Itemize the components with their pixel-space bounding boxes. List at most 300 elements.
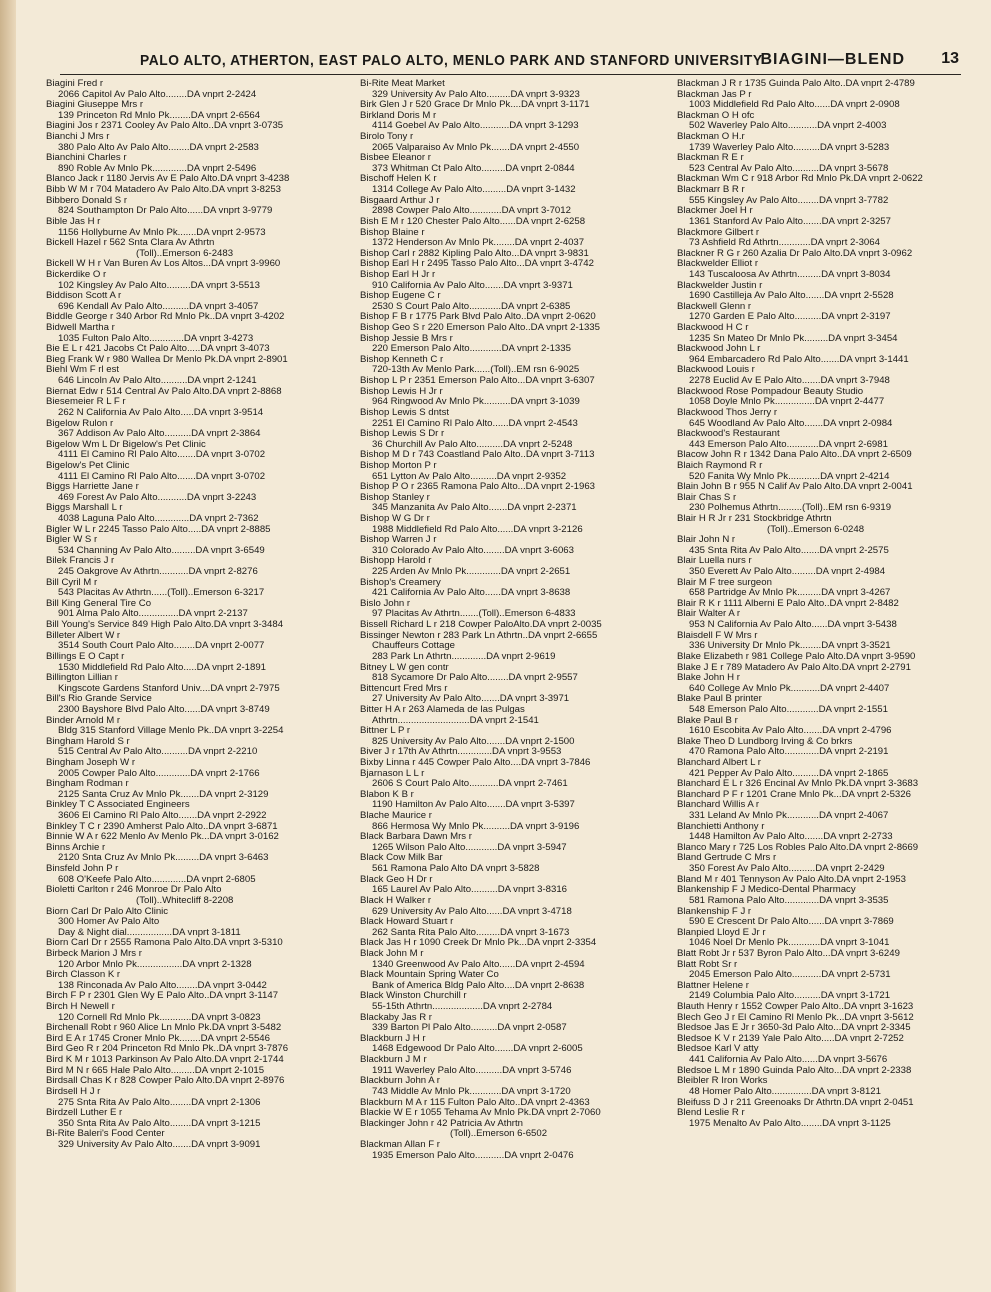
listing-name-line: Blanchard Albert L r [677,758,761,768]
listing-name-line: Blackwood's Restaurant [677,429,780,440]
listing-detail-line: 97 Placitas Av Athrtn.......(Toll)..Emerson 6-4833 [372,609,576,620]
listing-detail-line: 367 Addison Av Palo Alto..........DA vnprt 2-3864 [58,429,261,440]
listing-name-line: Blake J E r 789 Matadero Av Palo Alto.DA vnprt 2-2791 [677,662,911,673]
listing-name-line: Bland M r 401 Tennyson Av Palo Alto.DA vnprt 2-1953 [677,874,906,885]
listing-name-line: Biagini Giuseppe Mrs r [46,100,144,111]
listing-name-line: Bickerdike O r [46,269,107,280]
listing-name-line: Biagini Fred r [46,79,104,89]
listing-detail-line: 1610 Escobita Av Palo Alto.......DA vnprt 2-4796 [689,726,892,737]
listing-name-line: Blackman Allan F r [360,1139,440,1150]
listing-name-line: Bieg Frank W r 980 Wallea Dr Menlo Pk.DA vnprt 2-8901 [46,354,288,365]
listing-detail-line: 964 Embarcadero Rd Palo Alto.......DA vnprt 3-1441 [689,354,909,365]
listing-detail-line: 1975 Menalto Av Palo Alto........DA vnprt 3-1125 [689,1118,891,1129]
listing-detail-line: 515 Central Av Palo Alto..........DA vnprt 2-2210 [58,747,258,758]
listing-detail-line: 350 Snta Rita Av Palo Alto........DA vnprt 3-1215 [58,1118,261,1129]
listing-name-line: Blackburn M A r 115 Fulton Palo Alto..DA vnprt 2-4363 [360,1097,590,1108]
listing-name-line: Blackman O H.r [677,132,745,143]
listing-detail-line: 350 Forest Av Palo Alto..........DA vnprt 2-2429 [689,864,885,875]
listing-name-line: Bishop Earl H Jr r [360,269,436,280]
listing-detail-line: 1372 Henderson Av Mnlo Pk........DA vnprt 2-4037 [372,238,585,249]
listing-name-line: Bledsoe Karl V atty [677,1044,759,1055]
listing-name-line: Blattner Helene r [677,980,749,991]
listing-name-line: Bishop Carl r 2882 Kipling Palo Alto...DA vnprt 3-9831 [360,248,589,259]
listing-detail-line: 1340 Greenwood Av Palo Alto......DA vnprt 2-4594 [372,959,585,970]
listing-name-line: Bishop Lewis H Jr r [360,386,443,397]
listing-name-line: Birk Glen J r 520 Grace Dr Mnlo Pk....DA vnprt 3-1171 [360,100,590,111]
listing-detail-line: 435 Snta Rita Av Palo Alto.......DA vnprt 2-2575 [689,545,889,556]
listing-name-line: Bittencurt Fred Mrs r [360,683,448,694]
listing-detail-line: 1156 Hollyburne Av Mnlo Pk.......DA vnprt 2-9573 [58,227,266,238]
listing-detail-line: 27 University Av Palo Alto.......DA vnprt 3-3971 [372,694,570,705]
listing-name-line: Blache Maurice r [360,811,432,822]
listing-detail-line: 1935 Emerson Palo Alto...........DA vnprt 2-0476 [372,1150,574,1161]
listing-name-line: Blackwood H C r [677,323,749,334]
listing-detail-line: (Toll)..Emerson 6-0248 [767,524,865,535]
listing-name-line: Biorn Carl Dr Palo Alto Clinic [46,906,169,917]
listing-detail-line: 2898 Cowper Palo Alto............DA vnprt 3-7012 [372,206,571,217]
listing-name-line: Blair M F tree surgeon [677,577,772,588]
listing-name-line: Bigelow's Pet Clinic [46,460,130,471]
listing-detail-line: 102 Kingsley Av Palo Alto.........DA vnprt 3-5513 [58,280,260,291]
listing-detail-line: 901 Alma Palo Alto...............DA vnprt 2-2137 [58,609,248,620]
listing-name-line: Binsfeld John P r [46,864,119,875]
listing-detail-line: 561 Ramona Palo Alto DA vnprt 3-5828 [372,864,540,875]
listing-name-line: Blackie W E r 1055 Tehama Av Mnlo Pk.DA vnprt 2-7060 [360,1108,601,1119]
listing-detail-line: 3606 El Camino Rl Palo Alto.......DA vnprt 2-2922 [58,811,267,822]
listing-detail-line: 469 Forest Av Palo Alto...........DA vnprt 3-2243 [58,492,257,503]
listing-name-line: Biddle George r 340 Arbor Rd Mnlo Pk..DA vnprt 3-4202 [46,312,285,323]
listing-name-line: Bie E L r 421 Jacobs Ct Palo Alto.....DA vnprt 3-4073 [46,344,270,355]
listing-name-line: Blair Luella nurs r [677,556,752,567]
listing-name-line: Bishop M D r 743 Coastland Palo Alto..DA vnprt 3-7113 [360,450,595,461]
listing-name-line: Bi-Rite Meat Market [360,79,445,89]
listing-detail-line: 139 Princeton Rd Mnlo Pk........DA vnprt 2-6564 [58,110,261,121]
listing-detail-line: 2120 Snta Cruz Av Mnlo Pk.........DA vnprt 3-6463 [58,853,269,864]
listing-name-line: Birch H Newell r [46,1002,115,1013]
listing-detail-line: Chauffeurs Cottage [372,641,456,652]
listing-detail-line: 825 University Av Palo Alto.......DA vnprt 2-1500 [372,736,575,747]
listing-detail-line: 590 E Crescent Dr Palo Alto......DA vnprt 3-7869 [689,917,894,928]
listing-name-line: Blackburn J H r [360,1033,426,1044]
listing-detail-line: 2149 Columbia Palo Alto..........DA vnprt 3-1721 [689,991,891,1002]
listing-name-line: Biggs Marshall L r [46,503,123,514]
listing-name-line: Blech Geo J r El Camino Rl Menlo Pk...DA vnprt 3-5612 [677,1012,914,1023]
listing-detail-line: 2125 Santa Cruz Av Mnlo Pk.......DA vnprt 2-3129 [58,789,269,800]
listing-name-line: Bleibler R Iron Works [677,1076,768,1087]
listing-name-line: Black Cow Milk Bar [360,853,443,864]
listing-detail-line: 120 Cornell Rd Mnlo Pk............DA vnprt 3-0823 [58,1012,261,1023]
listing-name-line: Billington Lillian r [46,673,118,684]
listing-name-line: Biagini Jos r 2371 Cooley Av Palo Alto..DA vnprt 3-0735 [46,121,284,132]
listing-name-line: Bibb W M r 704 Matadero Av Palo Alto.DA vnprt 3-8253 [46,185,281,196]
listing-name-line: Bishop F B r 1775 Park Blvd Palo Alto..DA vnprt 2-0620 [360,312,596,323]
listing-name-line: Binkley T C r 2390 Amherst Palo Alto..DA vnprt 3-6871 [46,821,278,832]
listing-name-line: Blake Theo D Lundborg Irving & Co brkrs [677,736,853,747]
listing-detail-line: 964 Ringwood Av Mnlo Pk..........DA vnprt 3-1039 [372,397,580,408]
listing-detail-line: 1314 College Av Palo Alto.........DA vnprt 3-1432 [372,185,576,196]
listing-name-line: Black Winston Churchill r [360,991,467,1002]
listing-detail-line: 421 Pepper Av Palo Alto..........DA vnprt 2-1865 [689,768,889,779]
listing-name-line: Binnie W A r 622 Menlo Av Menlo Pk...DA vnprt 3-0162 [46,832,279,843]
listing-name-line: Bird E A r 1745 Croner Mnlo Pk........DA vnprt 2-5546 [46,1033,270,1044]
listing-detail-line: 283 Park Ln Athrtn.............DA vnprt 2-9619 [372,651,556,662]
listing-name-line: Bjarnason L L r [360,768,425,779]
listing-name-line: Bisgaard Arthur J r [360,195,440,206]
listing-detail-line: Athrtn...........................DA vnprt 2-1541 [372,715,539,726]
listing-name-line: Biehl Wm F rl est [46,365,120,376]
listing-detail-line: 640 College Av Mnlo Pk...........DA vnprt 2-4407 [689,683,890,694]
listing-name-line: Bill Young's Service 849 High Palo Alto.DA vnprt 3-3484 [46,620,284,631]
listing-name-line: Bingham Harold S r [46,736,130,747]
listing-detail-line: 165 Laurel Av Palo Alto..........DA vnprt 3-8316 [372,885,568,896]
listing-detail-line: 2066 Capitol Av Palo Alto........DA vnprt 2-2424 [58,89,257,100]
listing-detail-line: 2065 Valparaiso Av Mnlo Pk.......DA vnprt 2-4550 [372,142,580,153]
page-number: 13 [941,50,959,67]
listing-name-line: Birkland Doris M r [360,110,437,121]
listing-detail-line: 1911 Waverley Palo Alto..........DA vnprt 3-5746 [372,1065,572,1076]
listing-name-line: Blackwood John L r [677,344,761,355]
listing-detail-line: 245 Oakgrove Av Athrtn...........DA vnprt 2-8276 [58,567,258,578]
listing-name-line: Black Geo H Dr r [360,874,433,885]
listing-name-line: Blatt Robt Jr r 537 Byron Palo Alto...DA vnprt 3-6249 [677,948,900,959]
listing-name-line: Black Mountain Spring Water Co [360,970,499,981]
listing-name-line: Bishop L P r 2351 Emerson Palo Alto...DA vnprt 3-6307 [360,376,595,387]
listing-detail-line: 331 Leland Av Mnlo Pk............DA vnprt 2-4067 [689,811,889,822]
listing-name-line: Bishop Earl H r 2495 Tasso Palo Alto...DA vnprt 3-4742 [360,259,594,270]
listing-name-line: Bledsoe L M r 1890 Guinda Palo Alto...DA vnprt 2-2338 [677,1065,912,1076]
listing-detail-line: 2606 S Court Palo Alto...........DA vnprt 2-7461 [372,779,568,790]
listing-detail-line: 629 University Av Palo Alto......DA vnprt 3-4718 [372,906,572,917]
listing-detail-line: 743 Middle Av Mnlo Pk............DA vnprt 3-1720 [372,1086,571,1097]
listing-name-line: Bill Cyril M r [46,577,98,588]
listing-name-line: Blankenship F J Medico-Dental Pharmacy [677,885,856,896]
listing-name-line: Blackwood Louis r [677,365,755,376]
listing-detail-line: 1003 Middlefield Rd Palo Alto......DA vnprt 2-0908 [689,100,900,111]
page-binding-edge [0,0,16,1292]
listing-detail-line: 73 Ashfield Rd Athrtn............DA vnprt 2-3064 [689,238,880,249]
listing-detail-line: 1190 Hamilton Av Palo Alto.......DA vnprt 3-5397 [372,800,575,811]
listing-detail-line: 1988 Middlefield Rd Palo Alto......DA vnprt 3-2126 [372,524,583,535]
listing-name-line: Bishop Stanley r [360,492,430,503]
listing-detail-line: 262 N California Av Palo Alto.....DA vnprt 3-9514 [58,407,264,418]
listing-detail-line: 1235 Sn Mateo Dr Mnlo Pk.........DA vnprt 3-3454 [689,333,898,344]
listing-name-line: Bingham Joseph W r [46,758,136,768]
listing-name-line: Black Jas H r 1090 Creek Dr Mnlo Pk...DA vnprt 2-3354 [360,938,597,949]
listing-detail-line: 720-13th Av Menlo Park......(Toll)..EM rsn 6-9025 [372,365,580,376]
listing-name-line: Bickell Hazel r 562 Snta Clara Av Athrtn [46,238,215,249]
listing-name-line: Binder Arnold M r [46,715,121,726]
listing-name-line: Blackwood Thos Jerry r [677,407,778,418]
listing-name-line: Blackman Jas P r [677,89,752,100]
listing-name-line: Blend Leslie R r [677,1108,745,1119]
listing-name-line: Blackaby Jas R r [360,1012,432,1023]
listing-name-line: Bill's Rio Grande Service [46,694,152,705]
listing-name-line: Blake Elizabeth r 981 College Palo Alto.DA vnprt 3-9590 [677,651,916,662]
listing-name-line: Bledsoe K V r 2139 Yale Palo Alto.....DA vnprt 2-7252 [677,1033,904,1044]
listing-name-line: Blatt Robt Sr r [677,959,738,970]
listing-name-line: Bianchi J Mrs r [46,132,110,143]
listing-detail-line: 953 N California Av Palo Alto......DA vnprt 3-5438 [689,620,897,631]
listing-detail-line: 329 University Av Palo Alto.........DA vnprt 3-9323 [372,89,580,100]
listing-name-line: Bisbee Eleanor r [360,153,431,164]
listing-name-line: Bishop Jessie B Mrs r [360,333,453,344]
listing-name-line: Blackburn J M r [360,1055,427,1066]
listing-name-line: Bigler W L r 2245 Tasso Palo Alto.....DA vnprt 2-8885 [46,524,271,535]
listing-name-line: Blanchietti Anthony r [677,821,765,832]
listing-name-line: Black Barbara Dawn Mrs r [360,832,472,843]
listing-name-line: Birdsall Chas K r 828 Cowper Palo Alto.DA vnprt 2-8976 [46,1076,285,1087]
listing-name-line: Bishop P O r 2365 Ramona Palo Alto...DA vnprt 2-1963 [360,482,596,493]
listing-name-line: Bishop Lewis S Dr r [360,429,445,440]
listing-name-line: Blanchard E L r 326 Encinal Av Mnlo Pk.DA vnprt 3-3683 [677,779,919,790]
listing-name-line: Blackman J R r 1735 Guinda Palo Alto..DA vnprt 2-4789 [677,79,915,89]
listing-detail-line: 2045 Emerson Palo Alto...........DA vnprt 2-5731 [689,970,891,981]
listing-detail-line: 4111 El Camino Rl Palo Alto.......DA vnprt 3-0702 [58,450,266,461]
listing-name-line: Blankenship F J r [677,906,752,917]
listing-name-line: Billeter Albert W r [46,630,121,641]
listing-detail-line: (Toll)..Whitecliff 8-2208 [136,895,234,906]
listing-detail-line: 645 Woodland Av Palo Alto.......DA vnprt 2-0984 [689,418,893,429]
listing-name-line: Blanpied Lloyd E Jr r [677,927,766,938]
listing-detail-line: 380 Palo Alto Av Palo Alto........DA vnprt 2-2583 [58,142,259,153]
listing-detail-line: 4111 El Camino Rl Palo Alto.......DA vnprt 3-0702 [58,471,266,482]
listing-column-2 [360,79,662,1161]
listing-name-line: Bilek Francis J r [46,556,115,567]
listing-name-line: Blackmer Joel H r [677,206,753,217]
listing-name-line: Bioletti Carlton r 246 Monroe Dr Palo Alto [46,885,222,896]
listing-name-line: Bill King General Tire Co [46,598,152,609]
listing-name-line: Bitney L W gen contr [360,662,449,673]
listing-name-line: Birch Classon K r [46,970,121,981]
listing-name-line: Bledsoe Jas E Jr r 3650-3d Palo Alto...DA vnprt 2-3345 [677,1023,911,1034]
listing-name-line: Bislo John r [360,598,411,609]
listing-detail-line: 555 Kingsley Av Palo Alto........DA vnprt 3-7782 [689,195,889,206]
listing-name-line: Bishop W G Dr r [360,513,430,524]
listing-detail-line: 373 Whitman Ct Palo Alto.........DA vnprt 2-0844 [372,163,575,174]
listing-name-line: Birbeck Marion J Mrs r [46,948,142,959]
listing-detail-line: 421 California Av Palo Alto......DA vnprt 3-8638 [372,588,571,599]
name-range-guide: BIAGINI—BLEND [760,51,905,68]
listing-name-line: Bishop Warren J r [360,535,437,546]
listing-name-line: Biernat Edw r 514 Central Av Palo Alto.DA vnprt 2-8868 [46,386,282,397]
listing-detail-line: 4038 Laguna Palo Alto.............DA vnprt 2-7362 [58,513,259,524]
listing-name-line: Blaisdell F W Mrs r [677,630,758,641]
listing-name-line: Blackwelder Justin r [677,280,763,291]
listing-name-line: Bittner L P r [360,726,411,737]
listing-detail-line: 818 Sycamore Dr Palo Alto........DA vnprt 2-9557 [372,673,578,684]
listing-detail-line: 890 Roble Av Mnlo Pk.............DA vnprt 2-5496 [58,163,257,174]
listing-name-line: Bishop Eugene C r [360,291,441,302]
listing-detail-line: 48 Homer Palo Alto...............DA vnprt 3-8121 [689,1086,881,1097]
listing-name-line: Blabon K B r [360,789,414,800]
listing-detail-line: 1265 Wilson Palo Alto............DA vnprt 3-5947 [372,842,567,853]
listing-name-line: Blake Paul B r [677,715,738,726]
listing-name-line: Bland Gertrude C Mrs r [677,853,777,864]
listing-name-line: Blacow John R r 1342 Dana Palo Alto..DA vnprt 2-6509 [677,450,912,461]
listing-detail-line: 520 Fanita Wy Mnlo Pk............DA vnprt 2-4214 [689,471,890,482]
listing-name-line: Bird K M r 1013 Parkinson Av Palo Alto.DA vnprt 2-1744 [46,1055,284,1066]
listing-detail-line: Bank of America Bldg Palo Alto....DA vnprt 2-8638 [372,980,585,991]
listing-name-line: Bissinger Newton r 283 Park Ln Athrtn..DA vnprt 2-6655 [360,630,598,641]
listing-name-line: Blair Walter A r [677,609,741,620]
listing-name-line: Biorn Carl Dr r 2555 Ramona Palo Alto.DA vnprt 3-5310 [46,938,283,949]
listing-name-line: Blackinger John r 42 Patricia Av Athrtn [360,1118,524,1129]
listing-name-line: Binkley T C Associated Engineers [46,800,190,811]
listing-name-line: Biggs Harriette Jane r [46,482,139,493]
listing-name-line: Birdsell H J r [46,1086,101,1097]
listing-detail-line: 230 Polhemus Athrtn.........(Toll)..EM rsn 6-9319 [689,503,892,514]
listing-name-line: Bibbero Donald S r [46,195,128,206]
listing-detail-line: 1035 Fulton Palo Alto.............DA vnprt 3-4273 [58,333,254,344]
listing-name-line: Birch F P r 2301 Glen Wy E Palo Alto..DA vnprt 3-1147 [46,991,279,1002]
listing-name-line: Blauth Henry r 1552 Cowper Palo Alto..DA vnprt 3-1623 [677,1002,914,1013]
listing-name-line: Blackman O H ofc [677,110,755,121]
listing-name-line: Bishop Blaine r [360,227,425,238]
listing-detail-line: 608 O'Keefe Palo Alto.............DA vnprt 2-6805 [58,874,256,885]
listing-name-line: Blair John N r [677,535,736,546]
listing-name-line: Blackner R G r 260 Azalia Dr Palo Alto.DA vnprt 3-0962 [677,248,913,259]
listing-detail-line: 143 Tuscaloosa Av Athrtn.........DA vnprt 3-8034 [689,269,891,280]
listing-detail-line: 548 Emerson Palo Alto............DA vnprt 2-1551 [689,704,888,715]
listing-name-line: Bingham Rodman r [46,779,129,790]
listing-detail-line: Day & Night dial.................DA vnprt 3-1811 [58,927,241,938]
listing-name-line: Bigelow Rulon r [46,418,114,429]
listing-detail-line: 1530 Middlefield Rd Palo Alto.....DA vnprt 2-1891 [58,662,266,673]
listing-name-line: Blanco Mary r 725 Los Robles Palo Alto.DA vnprt 2-8669 [677,842,919,853]
listing-detail-line: (Toll)..Emerson 6-2483 [136,248,234,259]
listing-name-line: Bigler W S r [46,535,98,546]
listing-detail-line: 36 Churchill Av Palo Alto..........DA vnprt 2-5248 [372,439,573,450]
directory-region-title: PALO ALTO, ATHERTON, EAST PALO ALTO, MENLO PARK AND STANFORD UNIVERSITY [140,52,763,69]
listing-detail-line: 910 California Av Palo Alto.......DA vnprt 3-9371 [372,280,573,291]
listing-detail-line: 443 Emerson Palo Alto............DA vnprt 2-6981 [689,439,888,450]
listing-name-line: Bi-Rite Baleri's Food Center [46,1129,165,1140]
listing-detail-line: 339 Barton Pl Palo Alto..........DA vnprt 2-0587 [372,1023,567,1034]
listing-detail-line: 1448 Hamilton Av Palo Alto.......DA vnprt 2-2733 [689,832,893,843]
listing-name-line: Blackmarr B R r [677,185,745,196]
listing-name-line: Blackman R E r [677,153,744,164]
listing-name-line: Blaich Raymond R r [677,460,763,471]
listing-detail-line: 329 University Av Palo Alto.......DA vnprt 3-9091 [58,1139,261,1150]
listing-detail-line: 275 Snta Rita Av Palo Alto........DA vnprt 2-1306 [58,1097,261,1108]
listing-name-line: Biddison Scott A r [46,291,122,302]
listing-detail-line: 696 Kendall Av Palo Alto..........DA vnprt 3-4057 [58,301,259,312]
listing-name-line: Blair H R Jr r 231 Stockbridge Athrtn [677,513,832,524]
listing-detail-line: 345 Manzanita Av Palo Alto.......DA vnprt 2-2371 [372,503,577,514]
listing-name-line: Bishop Geo S r 220 Emerson Palo Alto..DA vnprt 2-1335 [360,323,600,334]
listing-name-line: Blake John H r [677,673,740,684]
listing-name-line: Bird Geo R r 204 Princeton Rd Mnlo Pk..DA vnprt 3-7876 [46,1044,289,1055]
listing-name-line: Birdzell Luther E r [46,1108,123,1119]
listing-detail-line: 1361 Stanford Av Palo Alto.......DA vnprt 2-3257 [689,216,891,227]
listing-name-line: Bidwell Martha r [46,323,115,334]
listing-detail-line: 824 Southampton Dr Palo Alto......DA vnprt 3-9779 [58,206,273,217]
listing-detail-line: 866 Hermosa Wy Mnlo Pk..........DA vnprt 3-9196 [372,821,580,832]
listing-detail-line: Kingscote Gardens Stanford Univ....DA vnprt 2-7975 [58,683,280,694]
listing-detail-line: 4114 Goebel Av Palo Alto...........DA vnprt 3-1293 [372,121,579,132]
listing-name-line: Bickell W H r Van Buren Av Los Altos...DA vnprt 3-9960 [46,259,281,270]
listing-detail-line: 523 Central Av Palo Alto..........DA vnprt 3-5678 [689,163,889,174]
listing-name-line: Blackman Wm C r 918 Arbor Rd Mnlo Pk.DA vnprt 2-0622 [677,174,923,185]
listing-detail-line: 310 Colorado Av Palo Alto........DA vnprt 3-6063 [372,545,574,556]
listing-name-line: Bible Jas H r [46,216,101,227]
listing-detail-line: 120 Arbor Mnlo Pk.................DA vnprt 2-1328 [58,959,252,970]
listing-name-line: Blackwelder Elliot r [677,259,759,270]
listing-detail-line: 441 California Av Palo Alto......DA vnprt 3-5676 [689,1055,888,1066]
listing-detail-line: 1270 Garden E Palo Alto..........DA vnprt 2-3197 [689,312,891,323]
listing-detail-line: 55-15th Athrtn...................DA vnprt 2-2784 [372,1002,553,1013]
listing-name-line: Bishop Lewis S dntst [360,407,450,418]
listing-detail-line: 651 Lytton Av Palo Alto..........DA vnprt 2-9352 [372,471,567,482]
listing-detail-line: 1046 Noel Dr Menlo Pk............DA vnprt 3-1041 [689,938,890,949]
listing-name-line: Biesemeier R L F r [46,397,126,408]
listing-name-line: Birolo Tony r [360,132,414,143]
listing-detail-line: 534 Channing Av Palo Alto.........DA vnprt 3-6549 [58,545,265,556]
listing-detail-line: 138 Rinconada Av Palo Alto........DA vnprt 3-0442 [58,980,267,991]
listing-name-line: Black Howard Stuart r [360,917,454,928]
listing-detail-line: 350 Everett Av Palo Alto.........DA vnprt 2-4984 [689,567,886,578]
listing-name-line: Blain John B r 955 N Calif Av Palo Alto.DA vnprt 2-0041 [677,482,913,493]
listing-column-1 [46,79,346,1151]
listing-detail-line: 543 Placitas Av Athrtn......(Toll)..Emerson 6-3217 [58,588,265,599]
listing-name-line: Blanchard Willis A r [677,800,760,811]
listing-name-line: Black John M r [360,948,424,959]
listing-name-line: Blackwood Rose Pompadour Beauty Studio [677,386,864,397]
listing-detail-line: 2300 Bayshore Blvd Palo Alto......DA vnprt 3-8749 [58,704,270,715]
listing-detail-line: 2530 S Court Palo Alto............DA vnprt 2-6385 [372,301,571,312]
listing-detail-line: 262 Santa Rita Palo Alto.........DA vnprt 3-1673 [372,927,570,938]
listing-name-line: Bishop Morton P r [360,460,437,471]
listing-detail-line: 1739 Waverley Palo Alto..........DA vnprt 3-5283 [689,142,890,153]
listing-name-line: Blackmore Gilbert r [677,227,760,238]
listing-name-line: Birchenall Robt r 960 Alice Ln Mnlo Pk.DA vnprt 3-5482 [46,1023,282,1034]
listing-name-line: Bish E M r 120 Chester Palo Alto......DA vnprt 2-6258 [360,216,586,227]
listing-name-line: Blanchard P F r 1201 Crane Mnlo Pk...DA vnprt 2-5326 [677,789,911,800]
listing-name-line: Black H Walker r [360,895,432,906]
listing-name-line: Billings E O Capt r [46,651,125,662]
listing-detail-line: 336 University Dr Mnlo Pk........DA vnprt 3-3521 [689,641,891,652]
listing-detail-line: (Toll)..Emerson 6-6502 [450,1129,548,1140]
listing-name-line: Bischoff Helen K r [360,174,437,185]
listing-detail-line: 646 Lincoln Av Palo Alto..........DA vnprt 2-1241 [58,376,257,387]
listing-detail-line: 658 Partridge Av Mnlo Pk.........DA vnprt 3-4267 [689,588,891,599]
listing-column-3 [677,79,981,1129]
listing-name-line: Bird M N r 665 Hale Palo Alto.........DA vnprt 2-1015 [46,1065,265,1076]
listing-detail-line: 2005 Cowper Palo Alto.............DA vnprt 2-1766 [58,768,260,779]
listing-detail-line: 581 Ramona Palo Alto.............DA vnprt 3-3535 [689,895,889,906]
listing-name-line: Blanco Jack r 1180 Jervis Av E Palo Alto.DA vnprt 3-4238 [46,174,290,185]
listing-name-line: Bissell Richard L r 218 Cowper PaloAlto.DA vnprt 2-0035 [360,620,602,631]
listing-name-line: Blair R K r 1111 Alberni E Palo Alto..DA vnprt 2-8482 [677,598,899,609]
listing-detail-line: 470 Ramona Palo Alto.............DA vnprt 2-2191 [689,747,889,758]
listing-detail-line: 502 Waverley Palo Alto...........DA vnprt 2-4003 [689,121,887,132]
listing-name-line: Bitter H A r 263 Alameda de las Pulgas [360,704,525,715]
listing-name-line: Biver J r 17th Av Athrtn.............DA vnprt 3-9553 [360,747,562,758]
listing-name-line: Bianchini Charles r [46,153,127,164]
listing-name-line: Bleifuss D J r 211 Greenoaks Dr Athrtn.DA vnprt 2-0451 [677,1097,914,1108]
listing-detail-line: 1690 Castilleja Av Palo Alto.......DA vnprt 2-5528 [689,291,894,302]
listing-detail-line: 2251 El Camino Rl Palo Alto......DA vnprt 2-4543 [372,418,578,429]
listing-name-line: Bishop Kenneth C r [360,354,444,365]
listing-detail-line: 300 Homer Av Palo Alto [58,917,160,928]
listing-detail-line: 2278 Euclid Av E Palo Alto.......DA vnprt 3-7948 [689,376,890,387]
listing-detail-line: 225 Arden Av Mnlo Pk.............DA vnprt 2-2651 [372,567,571,578]
listing-name-line: Bishop's Creamery [360,577,441,588]
listing-name-line: Blair Chas S r [677,492,737,503]
listing-detail-line: 1468 Edgewood Dr Palo Alto.......DA vnprt 2-6005 [372,1044,583,1055]
listing-name-line: Bishopp Harold r [360,556,432,567]
listing-name-line: Blackwell Glenn r [677,301,752,312]
